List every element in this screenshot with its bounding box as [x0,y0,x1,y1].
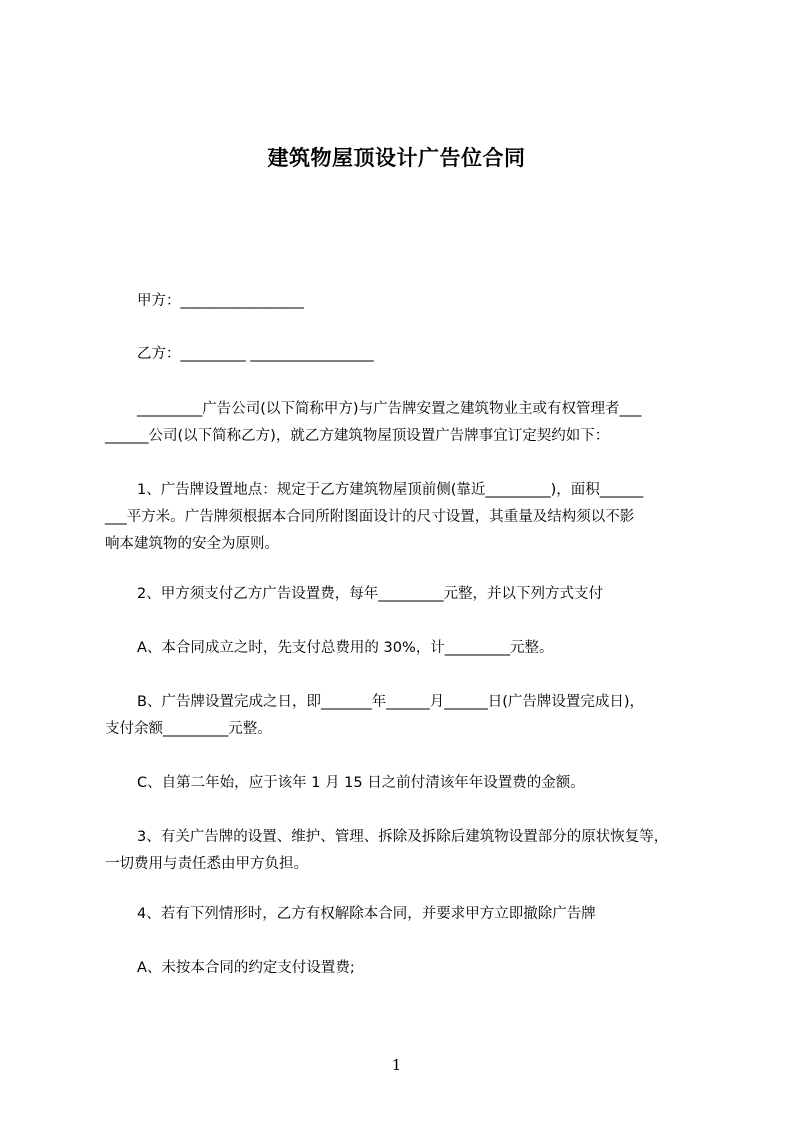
clause4-line: 4、若有下列情形时，乙方有权解除本合同，并要求甲方立即撤除广告牌 [137,906,596,922]
clause3-line-2: 一切费用与责任悉由甲方负担。 [105,856,308,872]
intro-line-2: ______公司(以下简称乙方)，就乙方建筑物屋顶设置广告牌事宜订定契约如下： [105,428,610,444]
clause4a-line: A、未按本合同的约定支付设置费; [137,960,355,976]
clause2-line: 2、甲方须支付乙方广告设置费，每年_________元整，并以下列方式支付 [137,586,603,602]
party-b-line: 乙方：_________ _________________ [137,346,374,362]
clause1-line-3: 响本建筑物的安全为原则。 [105,536,279,552]
clause3-line-1: 3、有关广告牌的设置、维护、管理、拆除及拆除后建筑物设置部分的原状恢复等， [137,829,669,845]
party-a-line: 甲方：_________________ [137,293,304,309]
document-title: 建筑物屋顶设计广告位合同 [267,146,526,170]
clause1-line-2: ___平方米。广告牌须根据本合同所附图面设计的尺寸设置，其重量及结构须以不影 [105,509,635,525]
page-number: 1 [391,1056,402,1074]
clause2b-line-1: B、广告牌设置完成之日，即_______年______月______日(广告牌设置完成日)， [137,694,645,710]
clause1-line-1: 1、广告牌设置地点：规定于乙方建筑物屋顶前侧(靠近_________)，面积______ [137,482,644,498]
intro-line-1: _________广告公司(以下简称甲方)与广告牌安置之建筑物业主或有权管理者___ [137,401,642,417]
clause2b-line-2: 支付余额_________元整。 [105,721,272,737]
clause2c-line: C、自第二年始，应于该年 1 月 15 日之前付清该年年设置费的金额。 [137,775,585,791]
clause2a-line: A、本合同成立之时，先支付总费用的 30%，计_________元整。 [137,640,554,656]
